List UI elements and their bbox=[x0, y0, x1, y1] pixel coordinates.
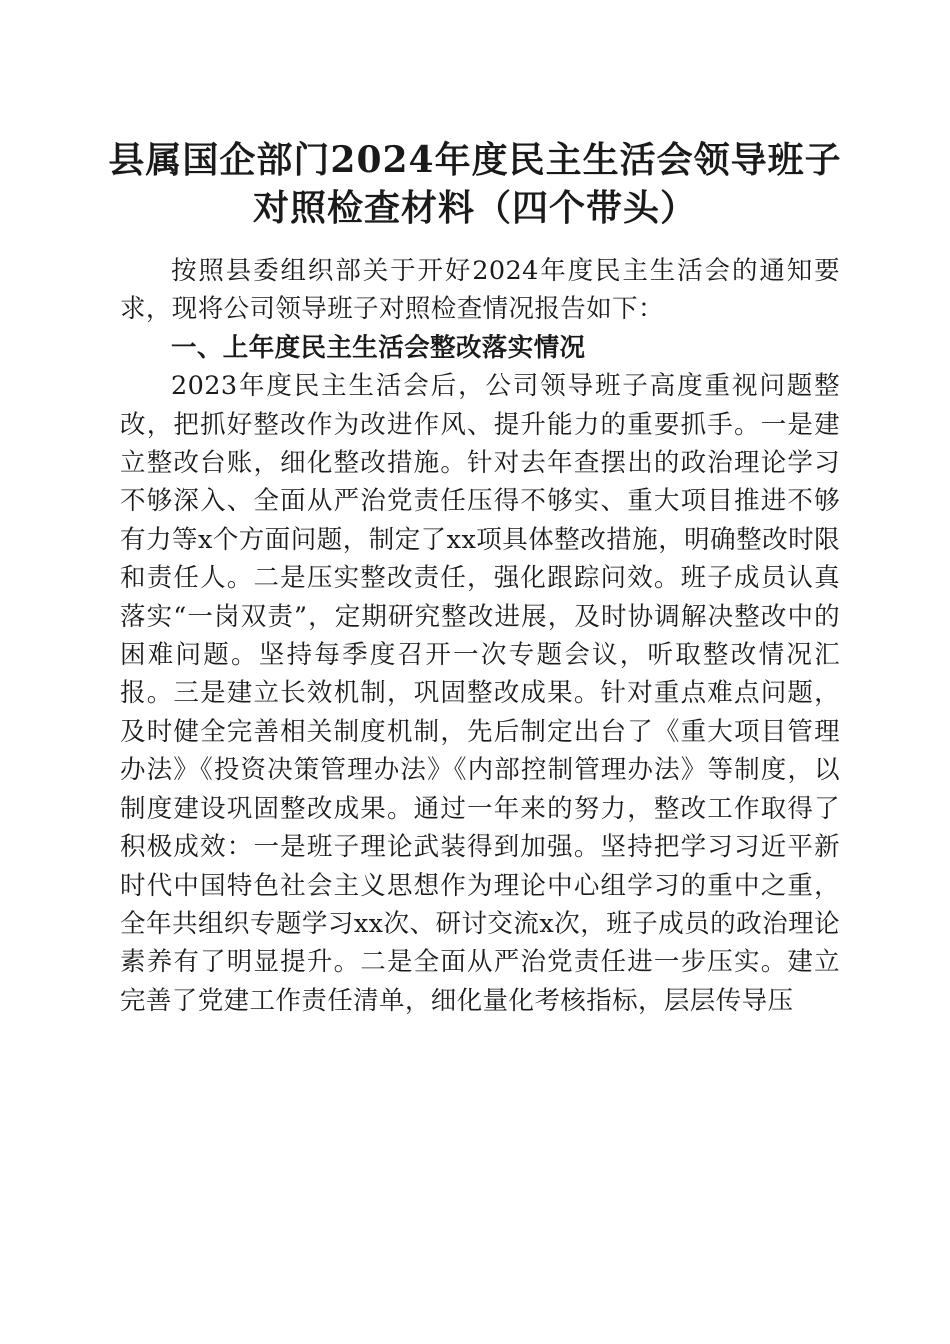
section-1-heading: 一、上年度民主生活会整改落实情况 bbox=[171, 332, 586, 363]
intro-paragraph: 按照县委组织部关于开好2024年度民主生活会的通知要求，现将公司领导班子对照检查情况报告如下： bbox=[120, 256, 840, 325]
document-body bbox=[120, 252, 840, 1020]
section-1-paragraph: 2023年度民主生活会后，公司领导班子高度重视问题整改，把抓好整改作为改进作风、提升能力的重要抓手。一是建立整改台账，细化整改措施。针对去年查摆出的政治理论学习不够深入、全面从严治党责任压得不够实、重大项目推进不够有力等x个方面问题，制定了xx项具体整改措施，明确整改时限和责任人。二是压实整改责任，强化跟踪问效。班子成员认真落实“一岗双责”，定期研究整改进展，及时协调解决整改中的困难问题。坚持每季度召开一次专题会议，听取整改情况汇报。三是建立长效机制，巩固整改成果。针对重点难点问题，及时健全完善相关制度机制，先后制定出台了《重大项目管理办法》《投资决策管理办法》《内部控制管理办法》等制度，以制度建设巩固整改成果。通过一年来的努力，整改工作取得了积极成效：一是班子理论武装得到加强。坚持把学习习近平新时代中国特色社会主义思想作为理论中心组学习的重中之重，全年共组织专题学习xx次、研讨交流x次，班子成员的政治理论素养有了明显提升。二是全面从严治党责任进一步压实。建立完善了党建工作责任清单，细化量化考核指标，层层传导压 bbox=[120, 371, 840, 1016]
document-title-line-2: 对照检查材料（四个带头） bbox=[252, 187, 697, 229]
document-title-line-1: 县属国企部门2024年度民主生活会领导班子 bbox=[108, 139, 842, 181]
